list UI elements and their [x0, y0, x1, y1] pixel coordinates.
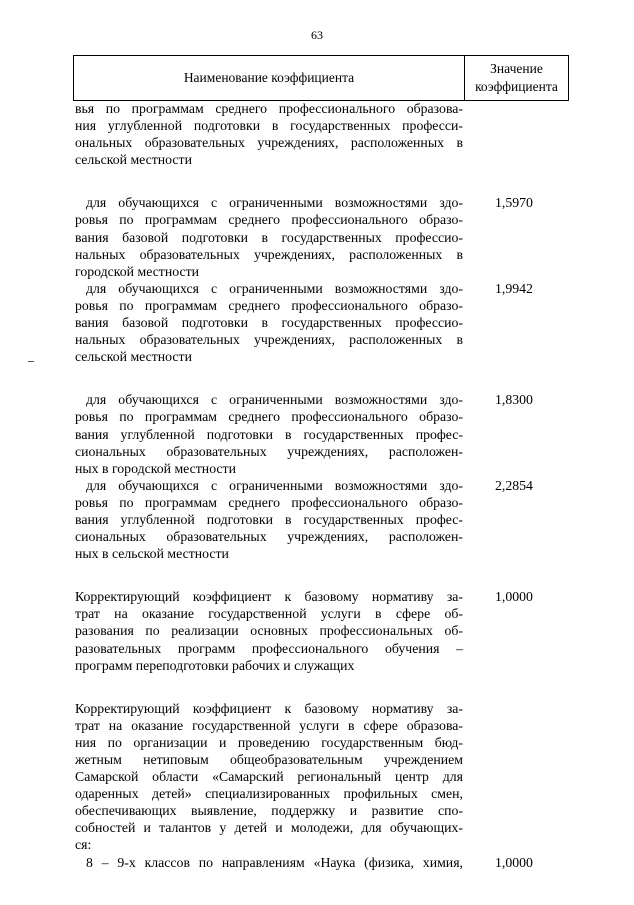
text-line: нальных образовательных учреждениях, расположенных в — [75, 246, 463, 262]
text-line: для обучающихся с ограниченными возможностями здо- — [86, 280, 463, 296]
text-line: собностей и талантов у детей и молодежи, для обучающих- — [75, 820, 463, 836]
coefficient-value: 1,9942 — [495, 280, 533, 296]
header-coefficient-name: Наименование коэффициента — [183, 70, 355, 85]
header-coefficient-value — [465, 56, 568, 100]
header-value-line-2: коэффициента — [475, 79, 558, 94]
row-description — [75, 588, 463, 673]
text-line: вания углубленной подготовки в государственных профес- — [75, 511, 463, 527]
text-line: ния по организации и проведению государственным бюд- — [75, 734, 463, 750]
margin-mark — [28, 361, 34, 362]
text-line: разования по реализации основных профессиональных об- — [75, 623, 463, 639]
header-value-line-1: Значение — [490, 61, 543, 76]
text-line: 8 – 9-х классов по направлениям «Наука (физика, химия, — [86, 854, 463, 870]
text-line: для обучающихся с ограниченными возможностями здо- — [86, 477, 463, 493]
table-header — [73, 55, 569, 101]
table-row — [75, 194, 571, 279]
text-line: городской местности — [75, 263, 200, 279]
row-description — [75, 700, 463, 854]
coefficient-value: 2,2854 — [495, 477, 533, 493]
text-line: сиональных образовательных учреждениях, расположен- — [75, 529, 463, 545]
text-line: обеспечивающих выявление, поддержку и развитие спо- — [75, 803, 463, 819]
table-row — [75, 280, 571, 365]
text-line: жетным нетиповым общеобразовательным учреждением — [75, 752, 463, 767]
table-body — [75, 100, 571, 871]
text-line: вания базовой подготовки в государственных профессио- — [75, 229, 463, 245]
coefficient-value: 1,0000 — [495, 589, 533, 605]
text-line: Самарской области «Самарский региональный центр для — [75, 769, 463, 785]
table-row — [75, 477, 571, 562]
text-line: для обучающихся с ограниченными возможностями здо- — [86, 392, 463, 408]
text-line: сельской местности — [75, 349, 192, 365]
text-line: одаренных детей» специализированных профильных смен, — [75, 786, 463, 802]
text-line: для обучающихся с ограниченными возможностями здо- — [86, 195, 463, 211]
table-row — [75, 854, 571, 871]
text-line: ровья по программам среднего профессионального образо- — [75, 409, 463, 425]
row-description — [75, 391, 463, 476]
text-line: ровья по программам среднего профессионального образо- — [75, 212, 463, 228]
text-line: Корректирующий коэффициент к базовому нормативу за- — [75, 589, 463, 605]
coefficient-value: 1,0000 — [495, 854, 533, 870]
text-line: нальных образовательных учреждениях, расположенных в — [75, 332, 463, 348]
table-row — [75, 700, 571, 854]
row-description — [75, 854, 463, 871]
text-line: Корректирующий коэффициент к базовому нормативу за- — [75, 700, 463, 716]
text-line: ровья по программам среднего профессионального образо- — [75, 297, 463, 313]
text-line: сиональных образовательных учреждениях, расположен- — [75, 443, 463, 459]
text-line: программ переподготовки рабочих и служащих — [75, 657, 355, 673]
text-line: вания базовой подготовки в государственных профессио- — [75, 315, 463, 331]
text-line: трат на оказание государственной услуги в сфере об- — [75, 606, 463, 622]
text-line: ональных образовательных учреждениях, расположенных в — [75, 135, 463, 151]
text-line: ния углубленной подготовки в государственных професси- — [75, 118, 463, 134]
table-row — [75, 391, 571, 476]
table-row — [75, 588, 571, 673]
table-row — [75, 100, 571, 168]
text-line: ровья по программам среднего профессионального образо- — [75, 494, 463, 510]
text-line: ных в городской местности — [75, 460, 236, 476]
row-description — [75, 477, 463, 562]
row-description — [75, 280, 463, 365]
text-line: вья по программам среднего профессионального образова- — [75, 101, 463, 116]
page-number: 63 — [311, 28, 323, 42]
coefficient-value: 1,5970 — [495, 195, 533, 211]
row-description — [75, 100, 463, 168]
coefficient-value: 1,8300 — [495, 392, 533, 408]
row-description — [75, 194, 463, 279]
text-line: вания углубленной подготовки в государственных профес- — [75, 426, 463, 442]
text-line: разовательных программ профессионального обучения – — [75, 640, 463, 656]
text-line: ных в сельской местности — [75, 546, 229, 562]
text-line: сельской местности — [75, 152, 192, 168]
text-line: трат на оказание государственной услуги в сфере образова- — [75, 717, 463, 733]
text-line: ся: — [75, 837, 92, 853]
